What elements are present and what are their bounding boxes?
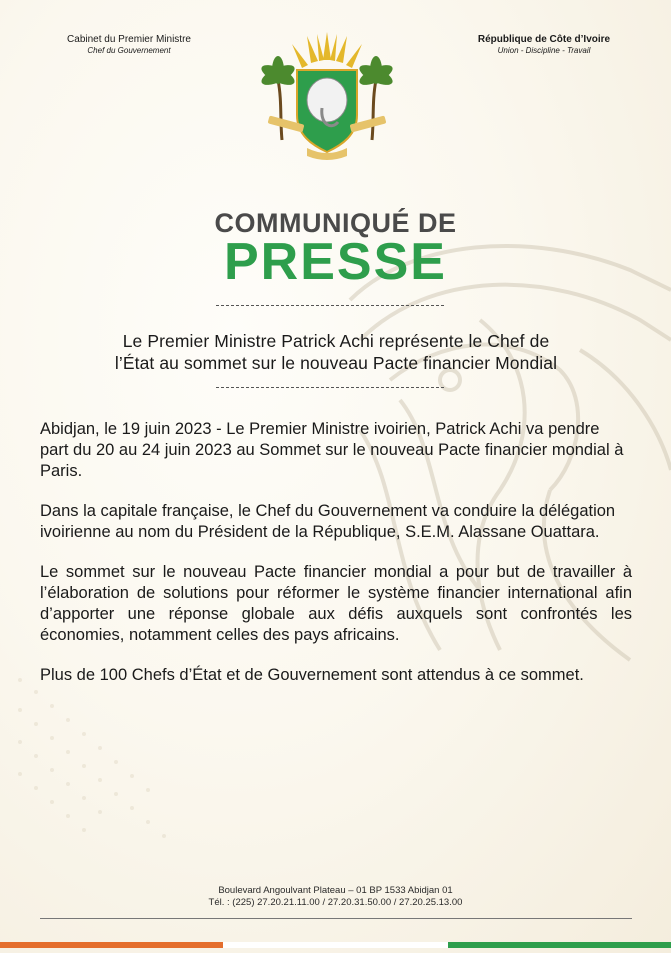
body-text [40, 419, 632, 705]
flag-band-orange [0, 942, 223, 948]
coat-of-arms-emblem [252, 30, 402, 168]
title-line-2: PRESSE [224, 233, 447, 291]
paragraph-2: Dans la capitale française, le Chef du Gouvernement va conduire la délégation ivoirienne au nom du Président de la République, S.E.M. Alassane Ouattara. [40, 502, 616, 541]
headline-line-1: Le Premier Ministre Patrick Achi représente le Chef de [122, 331, 550, 351]
footer-phones: Tél. : (225) 27.20.21.11.00 / 27.20.31.50.00 / 27.20.25.13.00 [208, 897, 463, 908]
footer-address: Boulevard Angoulvant Plateau – 01 BP 1533 Abidjan 01 [218, 885, 453, 896]
country-motto: Union - Discipline - Travail [497, 46, 591, 55]
headline [40, 330, 632, 374]
flag-band-green [448, 942, 671, 948]
title-line-1: COMMUNIQUÉ DE [214, 208, 457, 238]
footer-address-block [0, 885, 671, 909]
country-label: République de Côte d’Ivoire [477, 34, 611, 45]
cabinet-subtitle: Chef du Gouvernement [87, 46, 171, 55]
flag-band-white [223, 942, 448, 948]
paragraph-4: Plus de 100 Chefs d’État et de Gouvernement sont attendus à ce sommet. [40, 666, 584, 684]
headline-line-2: l’État au sommet sur le nouveau Pacte financier Mondial [114, 353, 558, 373]
cabinet-label: Cabinet du Premier Ministre [67, 34, 191, 45]
paragraph-3: Le sommet sur le nouveau Pacte financier mondial a pour but de travailler à l’élaboration de solutions pour réformer le système financier international afin d’apporter une réponse globale aux défis auxquels sont confrontés les économies, notamment celles des pays africains. [40, 563, 632, 644]
header-left-block [44, 34, 214, 56]
footer-rule [40, 918, 632, 919]
divider-top [216, 305, 444, 306]
divider-bottom [216, 387, 444, 388]
header-right-block [460, 34, 628, 56]
paragraph-1: Abidjan, le 19 juin 2023 - Le Premier Ministre ivoirien, Patrick Achi va pendre part du 20 au 24 juin 2023 au Sommet sur le nouveau Pacte financier mondial à Paris. [40, 420, 624, 480]
